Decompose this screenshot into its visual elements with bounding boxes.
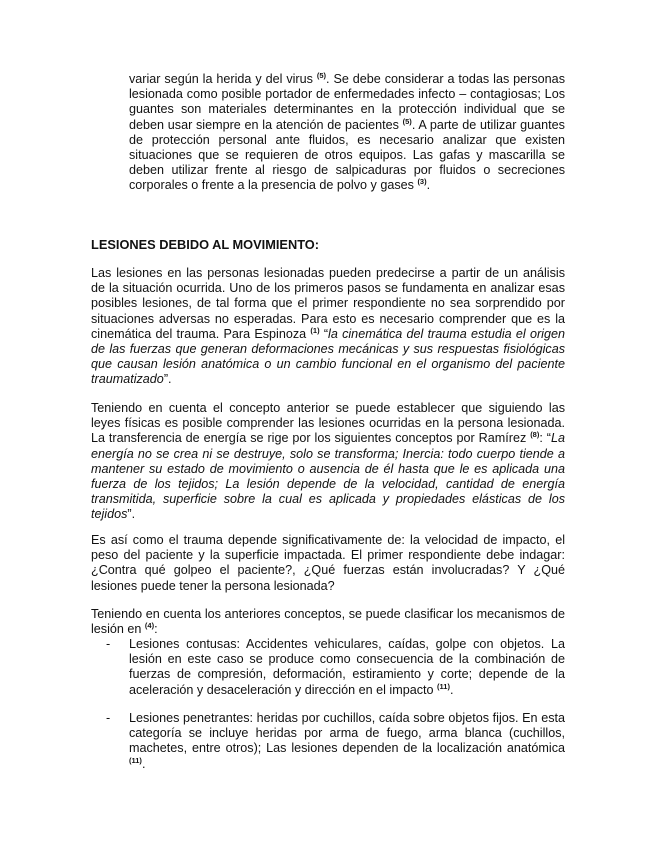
text: .: [426, 178, 431, 193]
text: Teniendo en cuenta los anteriores conceptos, se puede clasificar los mecanismos de lesión en: [91, 607, 565, 637]
citation: (5): [402, 116, 412, 126]
text: Lesiones penetrantes: heridas por cuchillos, caída sobre objetos fijos. En esta categoría se incluye heridas por arma de fuego, arma blanca (cuchillos, machetes, entre otros); Las lesiones dependen de la localización anatómica: [129, 711, 565, 756]
citation: (11): [129, 755, 142, 765]
text: variar según la herida y del virus: [129, 72, 313, 86]
text: :: [154, 622, 158, 637]
text: Lesiones contusas: Accidentes vehiculares, caídas, golpe con objetos. La lesión en este caso se produce como consecuencia de la combinación de fuerzas de compresión, deformación, estiramiento y corte; depende de la aceleración y desaceleración y dirección en el impacto: [129, 637, 565, 697]
citation: (11): [437, 681, 450, 691]
text: .: [141, 756, 146, 771]
text: Es así como el trauma depende significativamente de: la velocidad de impacto, el peso del paciente y la superficie impactada. El primer respondiente debe indagar: ¿Contra qué golpeo el paciente?, ¿Qué fuerzas están involucradas? Y ¿Qué lesiones puede tener la persona lesionada?: [91, 533, 565, 593]
list-item-blunt-injuries: [129, 637, 565, 698]
bullet-marker: -: [106, 711, 111, 725]
bullet-marker: -: [106, 637, 111, 651]
paragraph-impact-factors: [91, 533, 565, 594]
list-item-penetrating-injuries: [129, 711, 565, 772]
text: ”.: [127, 507, 136, 522]
citation: (1): [310, 325, 320, 335]
text: “: [319, 326, 329, 341]
text: ”.: [163, 372, 172, 387]
section-heading: LESIONES DEBIDO AL MOVIMIENTO:: [91, 237, 319, 252]
text: . Se debe considerar a todas las personas lesionada como posible portador de enfermedades infecto – contagiosas; Los guantes son materiales determinantes en la protección individual que se deben usar siempre en la atención de pacientes: [129, 72, 565, 132]
quote: la cinemática del trauma estudia el origen de las fuerzas que generan deformaciones mecánicas y sus respuestas fisiológicas que causan lesión anatómica o un cambio funcional en el organismo del paciente traumatizado: [91, 326, 565, 387]
quote: La energía no se crea ni se destruye, solo se transforma; Inercia: todo cuerpo tiende a mantener su estado de movimiento o ausencia de él hasta que le es aplicada una fuerza de los tejidos; La lesión depende de la velocidad, cantidad de energía transmitida, superficie sobre la cual es aplicada y propiedades elásticas de los tejidos: [91, 431, 565, 522]
paragraph-energy-transfer: [91, 401, 565, 523]
paragraph-kinematics: [91, 266, 565, 388]
citation: (5): [316, 70, 327, 80]
citation: (3): [417, 177, 427, 187]
text: . A parte de utilizar guantes de protección personal ante fluidos, es necesario analizar que existen situaciones que se requieren de otros equipos. Las gafas y mascarilla se deben utilizar frente al riesgo de salpicaduras por fluidos o secreciones corporales o frente a la presencia de polvo y gases: [129, 117, 565, 193]
text: Teniendo en cuenta el concepto anterior se puede establecer que siguiendo las leyes físicas es posible comprender las lesiones ocurridas en la persona lesionada. La transferencia de energía se rige por los siguientes conceptos por Ramírez: [91, 401, 565, 446]
citation: (8): [530, 430, 540, 440]
text: : “: [539, 431, 551, 446]
paragraph-protection-equipment: [129, 72, 565, 194]
text: .: [449, 682, 454, 697]
citation: (4): [144, 621, 155, 631]
text: Las lesiones en las personas lesionadas pueden predecirse a partir de un análisis de la situación ocurrida. Uno de los primeros pasos se fundamenta en analizar esas posibles lesiones, de tal forma que el primer respondiente no sea sorprendido por situaciones adversas no esperadas. Para esto es necesario comprender que es la cinemática del trauma. Para Espinoza: [91, 266, 565, 341]
paragraph-mechanisms-intro: [91, 607, 565, 637]
